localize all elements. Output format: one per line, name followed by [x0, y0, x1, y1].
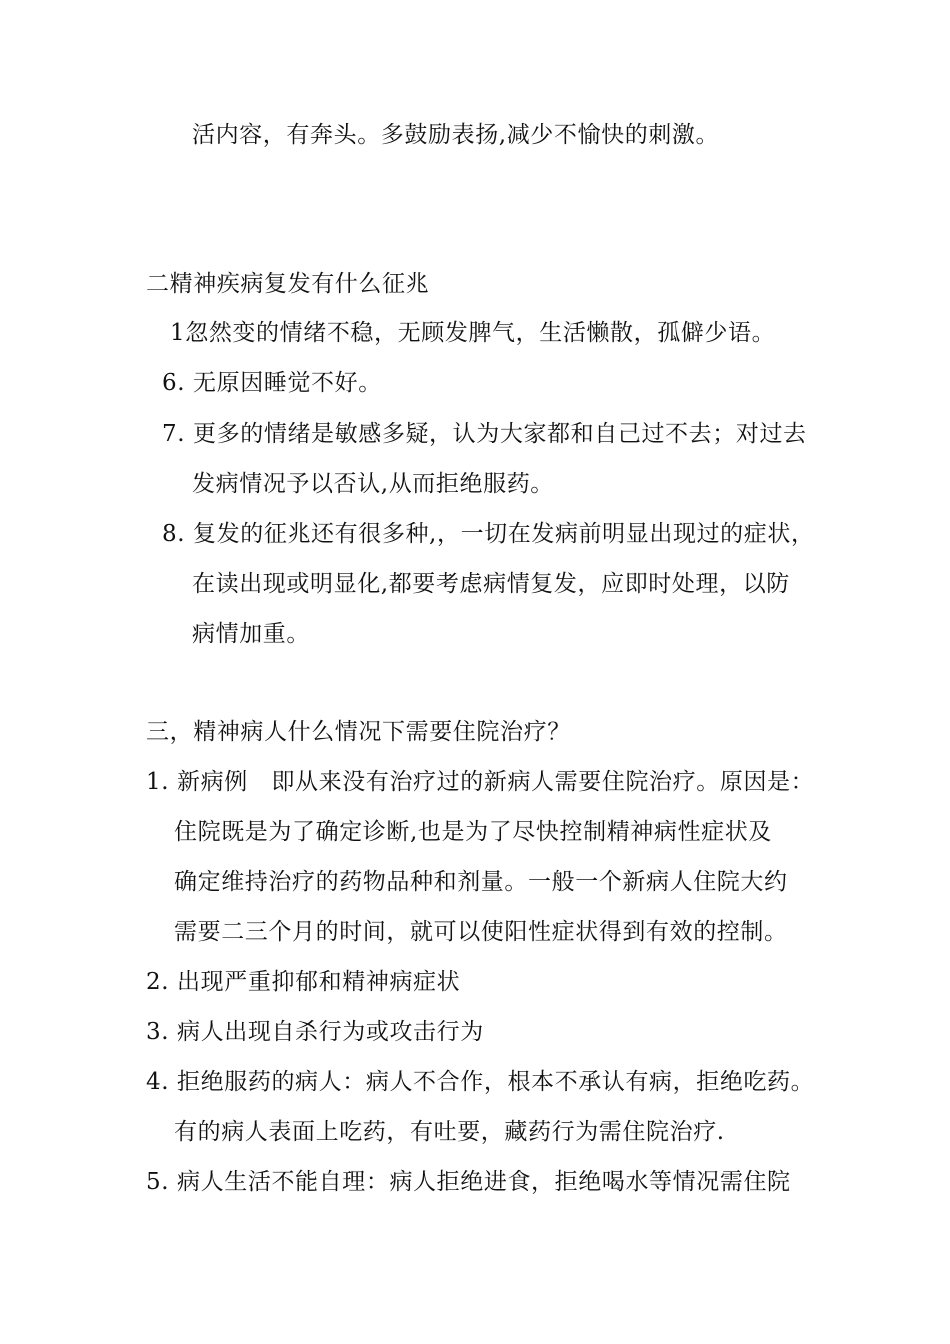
- list-item-continuation: 确定维持治疗的药物品种和剂量。一般一个新病人住院大约: [174, 869, 788, 895]
- list-item: 4. 拒绝服药的病人：病人不合作，根本不承认有病，拒绝吃药。: [146, 1069, 815, 1095]
- list-item: 3. 病人出现自杀行为或攻击行为: [146, 1019, 484, 1045]
- list-item: 1. 新病例 即从来没有治疗过的新病人需要住院治疗。原因是：: [146, 769, 815, 795]
- list-item-continuation: 有的病人表面上吃药，有吐要，藏药行为需住院治疗.: [174, 1119, 725, 1145]
- list-item: 8. 复发的征兆还有很多种,，一切在发病前明显出现过的症状，: [162, 521, 815, 547]
- list-item-continuation: 病情加重。: [192, 621, 310, 647]
- paragraph-line: 活内容，有奔头。多鼓励表扬,减少不愉快的刺激。: [192, 122, 720, 148]
- list-item-continuation: 在读出现或明显化,都要考虑病情复发，应即时处理，以防: [192, 571, 790, 597]
- list-item: 7. 更多的情绪是敏感多疑，认为大家都和自己过不去；对过去: [162, 421, 807, 447]
- list-item: 5. 病人生活不能自理：病人拒绝进食，拒绝喝水等情况需住院: [146, 1169, 791, 1195]
- section-heading: 三，精神病人什么情况下需要住院治疗？: [146, 719, 571, 745]
- section-heading: 二精神疾病复发有什么征兆: [146, 271, 430, 297]
- list-item-continuation: 需要二三个月的时间，就可以使阳性症状得到有效的控制。: [174, 919, 788, 945]
- list-item-continuation: 发病情况予以否认,从而拒绝服药。: [192, 471, 554, 497]
- list-item: 1忽然变的情绪不稳，无顾发脾气，生活懒散，孤僻少语。: [170, 320, 776, 346]
- list-item-continuation: 住院既是为了确定诊断,也是为了尽快控制精神病性症状及: [174, 819, 772, 845]
- list-item: 2. 出现严重抑郁和精神病症状: [146, 969, 461, 995]
- list-item: 6. 无原因睡觉不好。: [162, 370, 382, 396]
